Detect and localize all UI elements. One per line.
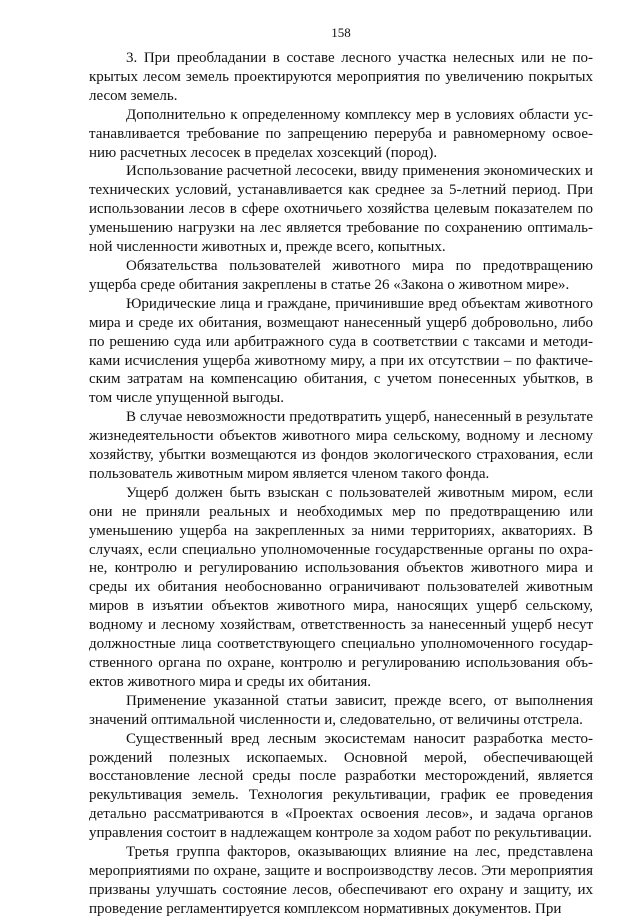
page-number: 158 [331, 25, 351, 40]
paragraph-9: Существенный вред лесным экосистемам наносит разработка месторождений полезных ископаемых. Основной мерой, обеспечивающей восстановление лесной среды после разработки месторождений, является рекультивация земель. Технология рекультивации, график ее проведения детально рассматриваются в «Проектах освоения лесов», и задача органов управления состоит в надлежащем контроле за ходом работ по рекультивации. [89, 730, 593, 842]
paragraph-7: Ущерб должен быть взыскан с пользователей животным миром, если они не приняли реальных и необходимых мер по предотвращению или уменьшению ущерба на закрепленных за ними территориях, акваториях. В случаях, если специально уполномоченные государственные органы по охране, контролю и регулированию использования объектов животного мира и среды их обитания необоснованно ограничивают пользователей животным миров в изъятии объектов животного мира, наносящих ущерб сельскому, водному и лесному хозяйствам, ответственность за нанесенный ущерб несут должностные лица соответствующего специально уполномоченного государственного органа по охране, контролю и регулированию использования объектов животного мира и среды их обитания. [89, 484, 593, 690]
paragraph-3: Использование расчетной лесосеки, ввиду применения экономических и технических условий, устанавливается как среднее за 5-летний период. При использовании лесов в сфере охотничьего хозяйства целевым показателем по уменьшению нагрузки на лес является требование по сохранению оптимальной численности животных и, прежде всего, копытных. [89, 163, 593, 256]
paragraph-1: 3. При преобладании в составе лесного участка нелесных или не покрытых лесом земель проектируются мероприятия по увеличению покрытых лесом земель. [89, 50, 593, 104]
paragraph-10: Третья группа факторов, оказывающих влияние на лес, представлена мероприятиями по охране, защите и воспроизводству лесов. Эти мероприятия призваны улучшать состояние лесов, обеспечивают его охрану и защиту, их проведение регламентируется комплексом нормативных документов. При [89, 844, 593, 917]
paragraph-8: Применение указанной статьи зависит, прежде всего, от выполнения значений оптимальной численности и, следовательно, от величины отстрела. [89, 692, 593, 728]
paragraph-6: В случае невозможности предотвратить ущерб, нанесенный в результате жизнедеятельности объектов животного мира сельскому, водному и лесному хозяйству, убытки возмещаются из фондов экологического страхования, если пользователь животным миром является членом такого фонда. [89, 409, 593, 482]
paragraph-2: Дополнительно к определенному комплексу мер в условиях области устанавливается требование по запрещению переруба и равномерному освоению расчетных лесосек в пределах хозсекций (пород). [89, 106, 593, 161]
paragraph-5: Юридические лица и граждане, причинившие вред объектам животного мира и среде их обитания, возмещают нанесенный ущерб добровольно, либо по решению суда или арбитражного суда в соответствии с таксами и методиками исчисления ущерба животному миру, а при их отсутствии – по фактическим затратам на компенсацию обитания, с учетом понесенных убытков, в том числе упущенной выгоды. [89, 295, 593, 407]
paragraph-4: Обязательства пользователей животного мира по предотвращению ущерба среде обитания закреплены в статье 26 «Закона о животном мире». [89, 257, 593, 293]
body-text [89, 49, 593, 919]
